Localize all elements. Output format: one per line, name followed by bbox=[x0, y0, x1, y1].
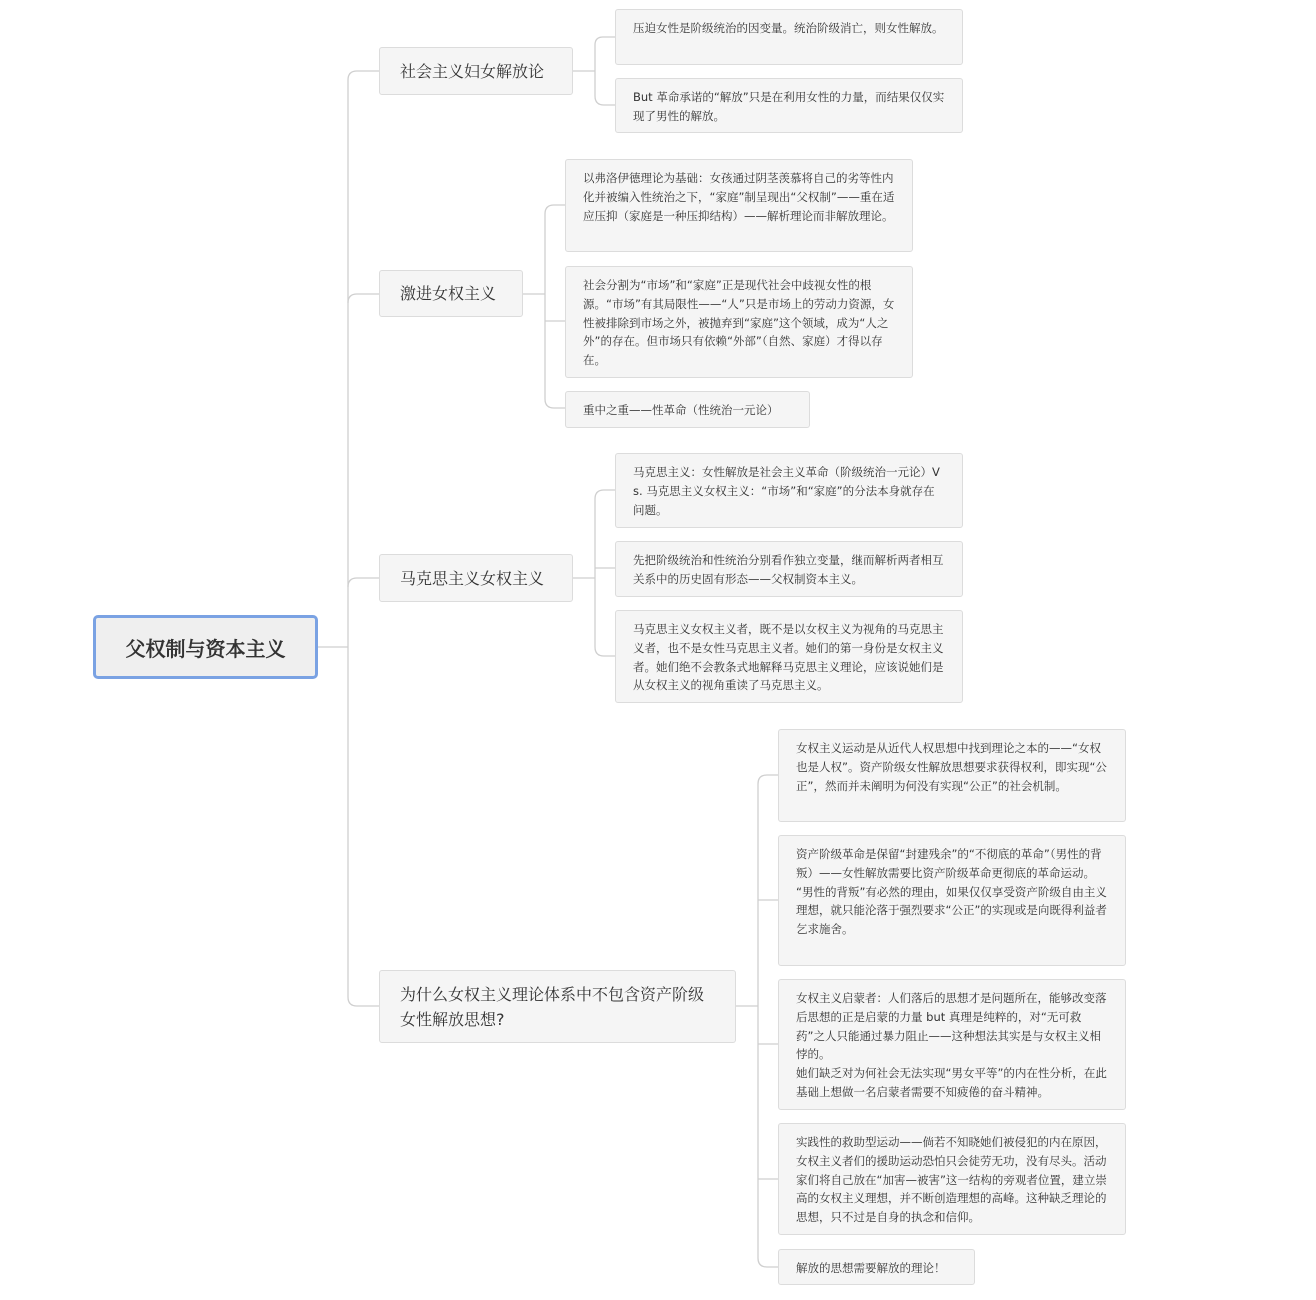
leaf-topic[interactable]: 女权主义启蒙者：人们落后的思想才是问题所在，能够改变落后思想的正是启蒙的力量 but 真理是纯粹的，对“无可救药”之人只能通过暴力阻止——这种想法其实是与女权主义相悖的。 她们缺乏对为何社会无法实现“男女平等”的内在性分析，在此基础上想做一名启蒙者需要不知疲倦的奋斗精神。 bbox=[778, 979, 1126, 1110]
leaf-topic[interactable]: 马克思主义女权主义者，既不是以女权主义为视角的马克思主义者，也不是女性马克思主义者。她们的第一身份是女权主义者。她们绝不会教条式地解释马克思主义理论，应该说她们是从女权主义的视角重读了马克思主义。 bbox=[615, 610, 963, 703]
leaf-topic[interactable]: 社会分割为“市场”和“家庭”正是现代社会中歧视女性的根源。“市场”有其局限性——“人”只是市场上的劳动力资源，女性被排除到市场之外，被抛弃到“家庭”这个领域，成为“人之外”的存在。但市场只有依赖“外部”（自然、家庭）才得以存在。 bbox=[565, 266, 913, 378]
leaf-topic[interactable]: 实践性的救助型运动——倘若不知晓她们被侵犯的内在原因，女权主义者们的援助运动恐怕只会徒劳无功，没有尽头。活动家们将自己放在“加害—被害”这一结构的旁观者位置，建立崇高的女权主义理想，并不断创造理想的高峰。这种缺乏理论的思想，只不过是自身的执念和信仰。 bbox=[778, 1123, 1126, 1235]
branch-label: 为什么女权主义理论体系中不包含资产阶级女性解放思想? bbox=[400, 984, 705, 1029]
root-topic-label: 父权制与资本主义 bbox=[125, 636, 286, 661]
branch-bourgeois-question[interactable] bbox=[379, 970, 736, 1043]
branch-socialist-liberation[interactable] bbox=[379, 47, 573, 95]
leaf-topic[interactable]: But 革命承诺的“解放”只是在利用女性的力量，而结果仅仅实现了男性的解放。 bbox=[615, 78, 963, 133]
branch-marxist-feminism[interactable] bbox=[379, 554, 573, 602]
branch-radical-feminism[interactable] bbox=[379, 270, 523, 317]
leaf-topic[interactable]: 先把阶级统治和性统治分别看作独立变量，继而解析两者相互关系中的历史固有形态——父权制资本主义。 bbox=[615, 541, 963, 597]
leaf-topic[interactable]: 马克思主义：女性解放是社会主义革命（阶级统治一元论）Vs. 马克思主义女权主义：“市场”和“家庭”的分法本身就存在问题。 bbox=[615, 453, 963, 528]
branch-label: 马克思主义女权主义 bbox=[400, 568, 545, 588]
leaf-topic[interactable]: 资产阶级革命是保留“封建残余”的“不彻底的革命”（男性的背叛）——女性解放需要比资产阶级革命更彻底的革命运动。 “男性的背叛”有必然的理由，如果仅仅享受资产阶级自由主义理想，就只能沦落于强烈要求“公正”的实现或是向既得利益者乞求施舍。 bbox=[778, 835, 1126, 966]
leaf-topic[interactable]: 重中之重——性革命（性统治一元论） bbox=[565, 391, 810, 428]
leaf-topic[interactable]: 以弗洛伊德理论为基础：女孩通过阴茎羡慕将自己的劣等性内化并被编入性统治之下，“家庭”制呈现出“父权制”——重在适应压抑（家庭是一种压抑结构）——解析理论而非解放理论。 bbox=[565, 159, 913, 252]
root-topic[interactable] bbox=[93, 615, 318, 679]
branch-label: 激进女权主义 bbox=[400, 284, 497, 303]
branch-label: 社会主义妇女解放论 bbox=[400, 61, 545, 81]
leaf-topic[interactable]: 解放的思想需要解放的理论！ bbox=[778, 1249, 975, 1285]
leaf-topic[interactable]: 女权主义运动是从近代人权思想中找到理论之本的——“女权也是人权”。资产阶级女性解放思想要求获得权利，即实现“公正”，然而并未阐明为何没有实现“公正”的社会机制。 bbox=[778, 729, 1126, 822]
leaf-topic[interactable]: 压迫女性是阶级统治的因变量。统治阶级消亡，则女性解放。 bbox=[615, 9, 963, 65]
